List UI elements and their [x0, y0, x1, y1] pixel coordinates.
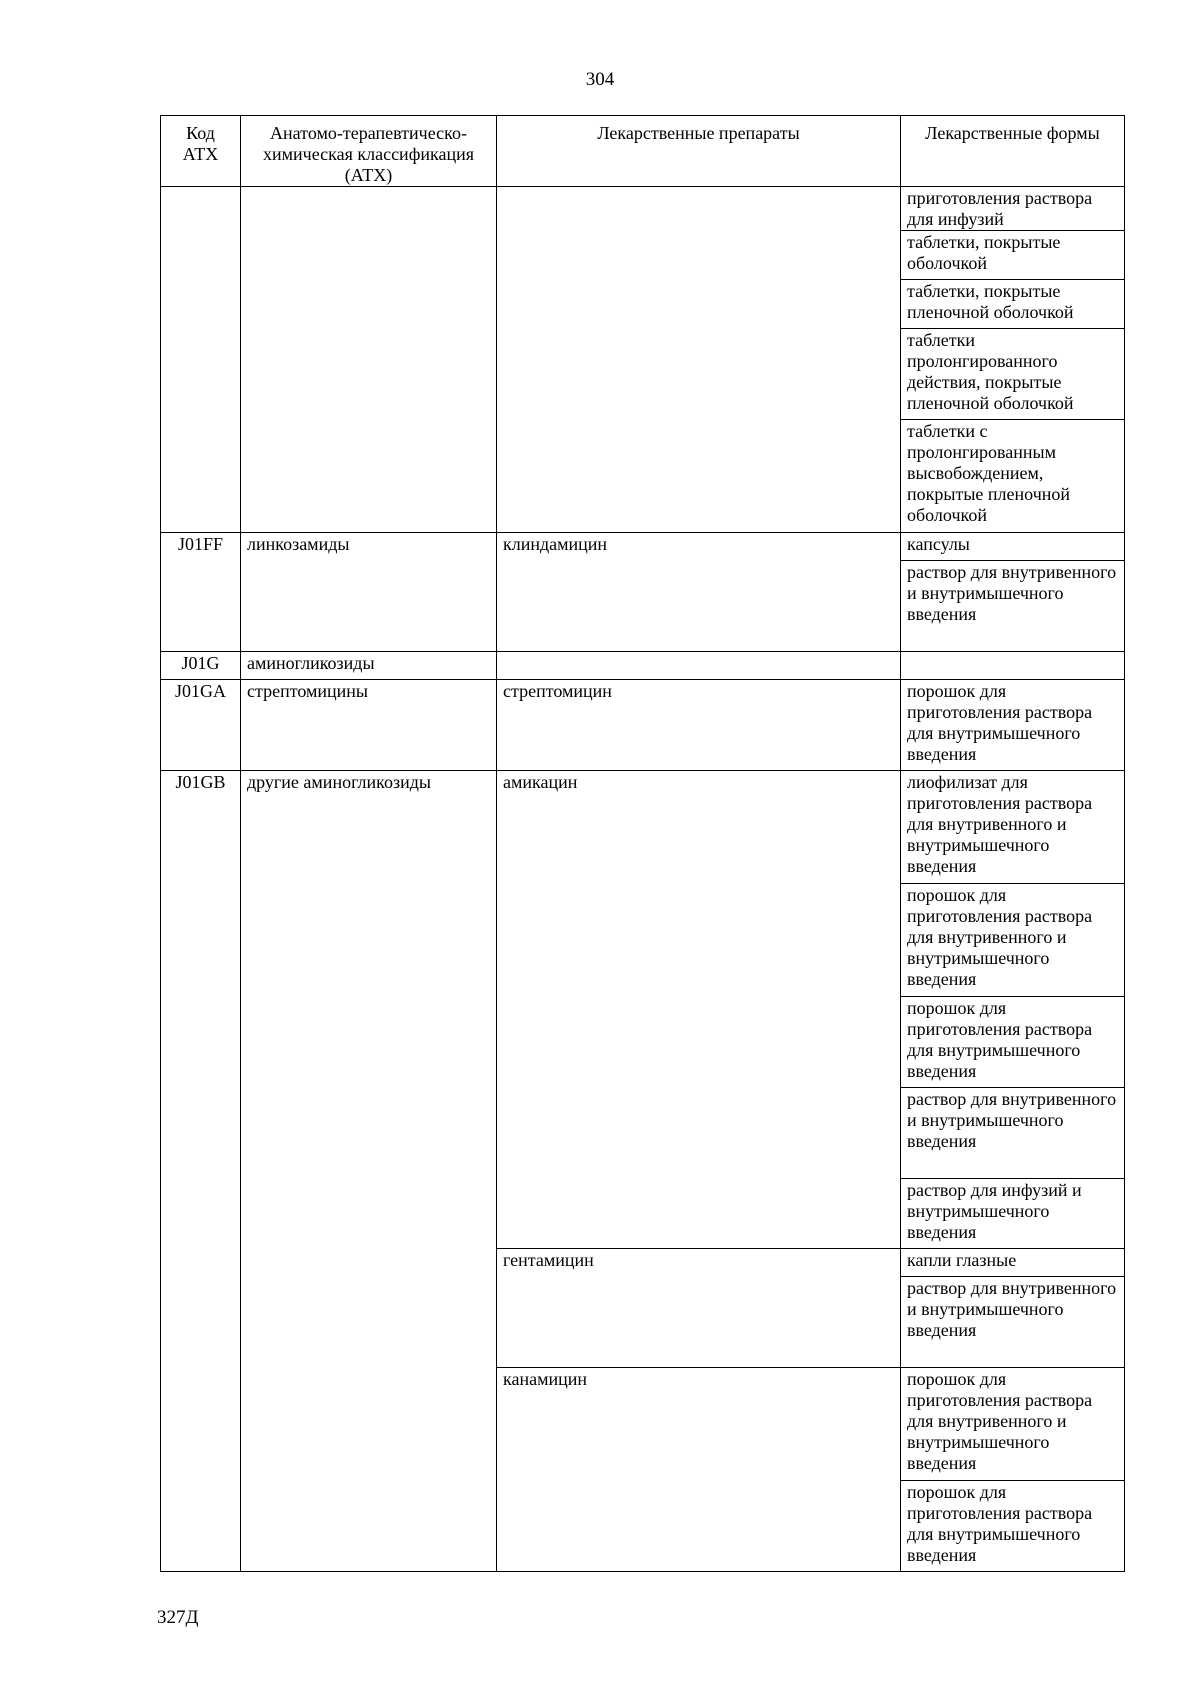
header-forms: Лекарственные формы [901, 116, 1125, 187]
classification-cell: аминогликозиды [241, 652, 497, 680]
atx-drug-table [160, 115, 1125, 1572]
classification-cell [241, 187, 497, 533]
classification-cell: стрептомицины [241, 680, 497, 771]
form-cell: раствор для внутривенного и внутримышечного введения [901, 1277, 1125, 1368]
form-cell: порошок для приготовления раствора для внутривенного и внутримышечного введения [901, 1368, 1125, 1481]
drug-cell: гентамицин [497, 1249, 901, 1368]
header-classification: Анатомо-терапевтическо-химическая классификация (АТХ) [241, 116, 497, 187]
form-cell: капсулы [901, 533, 1125, 561]
table-header-row [161, 116, 1125, 187]
form-cell: таблетки пролонгированного действия, покрытые пленочной оболочкой [901, 329, 1125, 420]
form-cell: таблетки с пролонгированным высвобождением, покрытые пленочной оболочкой [901, 420, 1125, 533]
footer-document-code: 327Д [157, 1607, 199, 1628]
drug-cell: амикацин [497, 771, 901, 1249]
header-drugs: Лекарственные препараты [497, 116, 901, 187]
classification-cell: линкозамиды [241, 533, 497, 652]
table-row [161, 680, 1125, 771]
table-row [161, 533, 1125, 561]
form-cell: капли глазные [901, 1249, 1125, 1277]
form-cell [901, 652, 1125, 680]
form-cell: лиофилизат для приготовления раствора для внутривенного и внутримышечного введения [901, 771, 1125, 884]
code-cell: J01FF [161, 533, 241, 652]
form-cell: порошок для приготовления раствора для внутримышечного введения [901, 1481, 1125, 1572]
page-number: 304 [585, 69, 615, 90]
drug-cell [497, 652, 901, 680]
classification-cell: другие аминогликозиды [241, 771, 497, 1572]
form-cell: порошок для приготовления раствора для внутримышечного введения [901, 997, 1125, 1088]
drug-cell: стрептомицин [497, 680, 901, 771]
drug-cell: клиндамицин [497, 533, 901, 652]
form-cell: раствор для инфузий и внутримышечного введения [901, 1179, 1125, 1249]
header-code: Код АТХ [161, 116, 241, 187]
code-cell: J01GB [161, 771, 241, 1572]
table-row [161, 652, 1125, 680]
drug-cell: канамицин [497, 1368, 901, 1572]
table-row [161, 771, 1125, 884]
form-cell: раствор для внутривенного и внутримышечного введения [901, 561, 1125, 652]
code-cell: J01G [161, 652, 241, 680]
table-row [161, 187, 1125, 231]
form-cell: порошок для приготовления раствора для внутривенного и внутримышечного введения [901, 884, 1125, 997]
drug-cell [497, 187, 901, 533]
form-cell: таблетки, покрытые оболочкой [901, 231, 1125, 280]
code-cell: J01GA [161, 680, 241, 771]
code-cell [161, 187, 241, 533]
form-cell: таблетки, покрытые пленочной оболочкой [901, 280, 1125, 329]
form-cell: приготовления раствора для инфузий [901, 187, 1125, 231]
form-cell: раствор для внутривенного и внутримышечного введения [901, 1088, 1125, 1179]
form-cell: порошок для приготовления раствора для внутримышечного введения [901, 680, 1125, 771]
